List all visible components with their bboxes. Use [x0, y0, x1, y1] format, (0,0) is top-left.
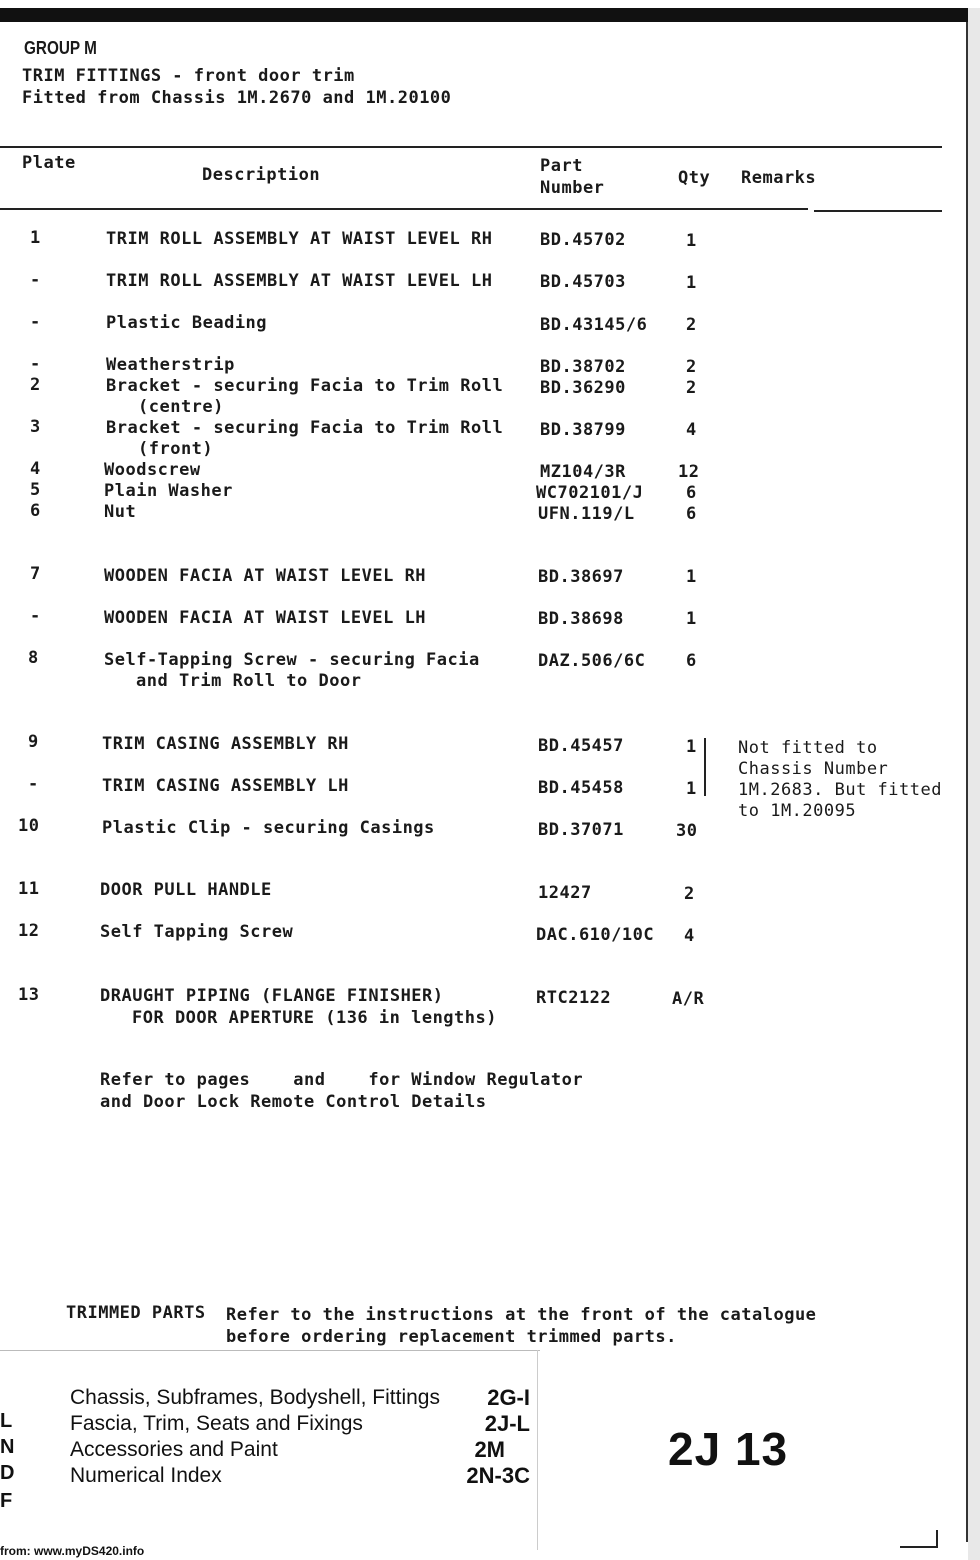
row-description-cont: and Trim Roll to Door [136, 671, 362, 691]
row-plate: - [30, 606, 41, 626]
header-rule-top [0, 146, 942, 148]
row-description: Bracket - securing Facia to Trim Roll [106, 376, 504, 396]
refer-note-line1: Refer to pages and for Window Regulator [100, 1070, 584, 1090]
row-part-number: BD.45703 [540, 272, 626, 292]
row-qty: 2 [686, 315, 697, 335]
row-qty: 12 [678, 462, 700, 482]
page-code: 2J 13 [668, 1423, 789, 1475]
row-qty: A/R [672, 989, 705, 1009]
row-qty: 1 [686, 737, 697, 757]
row-description: TRIM CASING ASSEMBLY RH [102, 734, 349, 754]
refer-note-line2: and Door Lock Remote Control Details [100, 1092, 487, 1112]
row-part-number: BD.38702 [540, 357, 626, 377]
row-part-number: BD.45702 [540, 230, 626, 250]
row-part-number: BD.38799 [540, 420, 626, 440]
index-label: Chassis, Subframes, Bodyshell, Fittings [70, 1386, 440, 1409]
col-qty: Qty [678, 168, 711, 188]
index-code: 2M [474, 1437, 505, 1462]
row-qty: 1 [686, 779, 697, 799]
row-qty: 6 [686, 504, 697, 524]
row-qty: 2 [684, 884, 695, 904]
remarks-bracket [704, 738, 706, 796]
row-description-cont: (centre) [138, 397, 224, 417]
index-code: 2J-L [484, 1411, 530, 1436]
row-part-number: BD.45457 [538, 736, 624, 756]
row-part-number: BD.43145/6 [540, 315, 648, 335]
row-part-number: BD.37071 [538, 820, 624, 840]
row-description: Bracket - securing Facia to Trim Roll [106, 418, 504, 438]
remarks-note-line3: 1M.2683. But fitted [738, 780, 942, 800]
row-part-number: BD.45458 [538, 778, 624, 798]
trimmed-parts-line2: before ordering replacement trimmed parts. [226, 1327, 677, 1347]
row-description: TRIM CASING ASSEMBLY LH [102, 776, 349, 796]
top-scan-border [0, 8, 980, 22]
row-plate: 1 [30, 228, 41, 248]
row-plate: - [30, 354, 41, 374]
row-part-number: UFN.119/L [538, 504, 635, 524]
row-description: WOODEN FACIA AT WAIST LEVEL RH [104, 566, 427, 586]
row-description-cont: FOR DOOR APERTURE (136 in lengths) [132, 1008, 497, 1028]
row-part-number: BD.38698 [538, 609, 624, 629]
row-qty: 1 [686, 273, 697, 293]
header-rule-bottom-right [814, 210, 942, 212]
row-plate: 5 [30, 480, 41, 500]
index-label: Accessories and Paint [70, 1438, 278, 1461]
fitted-note: Fitted from Chassis 1M.2670 and 1M.20100 [22, 88, 452, 108]
row-plate: - [30, 312, 41, 332]
row-description: Plain Washer [104, 481, 233, 501]
row-description: Weatherstrip [106, 355, 235, 375]
row-plate: 8 [28, 648, 39, 668]
row-part-number: 12427 [538, 883, 592, 903]
header-rule-bottom [0, 208, 808, 210]
row-description: Self Tapping Screw [100, 922, 294, 942]
row-description: DRAUGHT PIPING (FLANGE FINISHER) [100, 986, 444, 1006]
row-plate: 7 [30, 564, 41, 584]
group-heading: GROUP M [24, 38, 97, 58]
right-scan-margin [968, 8, 980, 1560]
row-qty: 6 [686, 651, 697, 671]
row-plate: 12 [18, 921, 40, 941]
row-plate: 4 [30, 459, 41, 479]
row-part-number: MZ104/3R [540, 462, 626, 482]
row-plate: 3 [30, 417, 41, 437]
row-description-cont: (front) [138, 439, 214, 459]
row-description: Plastic Clip - securing Casings [102, 818, 435, 838]
source-url: from: www.myDS420.info [0, 1544, 145, 1558]
row-description: Woodscrew [104, 460, 201, 480]
row-qty: 2 [686, 357, 697, 377]
row-plate: 13 [18, 985, 40, 1005]
corner-mark-h [900, 1546, 938, 1548]
col-remarks: Remarks [741, 168, 817, 188]
remarks-note-line1: Not fitted to [738, 738, 878, 758]
section-title: TRIM FITTINGS - front door trim [22, 66, 355, 86]
row-plate: - [30, 270, 41, 290]
row-description: Plastic Beading [106, 313, 268, 333]
footer-column-divider [537, 1350, 538, 1550]
row-description: WOODEN FACIA AT WAIST LEVEL LH [104, 608, 427, 628]
row-part-number: RTC2122 [536, 988, 612, 1008]
trimmed-parts-line1: Refer to the instructions at the front of the catalogue [226, 1305, 817, 1325]
row-description: Nut [104, 502, 137, 522]
col-description: Description [202, 165, 321, 185]
col-part-line1: Part [540, 156, 583, 176]
row-part-number: DAC.610/10C [536, 925, 655, 945]
index-code: 2G-I [487, 1385, 530, 1410]
row-plate: - [28, 774, 39, 794]
row-qty: 4 [686, 420, 697, 440]
row-description: Self-Tapping Screw - securing Facia [104, 650, 480, 670]
row-qty: 2 [686, 378, 697, 398]
index-label: Fascia, Trim, Seats and Fixings [70, 1412, 363, 1435]
row-description: TRIM ROLL ASSEMBLY AT WAIST LEVEL LH [106, 271, 493, 291]
side-tab-letter: F [0, 1490, 13, 1512]
row-part-number: DAZ.506/6C [538, 651, 646, 671]
row-part-number: BD.38697 [538, 567, 624, 587]
row-qty: 6 [686, 483, 697, 503]
row-plate: 11 [18, 879, 40, 899]
row-qty: 4 [684, 926, 695, 946]
row-description: DOOR PULL HANDLE [100, 880, 272, 900]
index-code: 2N-3C [466, 1463, 530, 1488]
side-tab-letter: N [0, 1436, 15, 1458]
index-label: Numerical Index [70, 1464, 222, 1487]
row-description: TRIM ROLL ASSEMBLY AT WAIST LEVEL RH [106, 229, 493, 249]
side-tab-letter: L [0, 1410, 13, 1432]
remarks-note-line4: to 1M.20095 [738, 801, 857, 821]
row-qty: 1 [686, 231, 697, 251]
right-page-edge [966, 22, 968, 1542]
col-part-line2: Number [540, 178, 605, 198]
col-plate: Plate [22, 153, 76, 173]
row-part-number: WC702101/J [536, 483, 644, 503]
side-tab-letter: D [0, 1462, 15, 1484]
row-plate: 9 [28, 732, 39, 752]
row-qty: 30 [676, 821, 698, 841]
footer-divider [0, 1350, 540, 1351]
remarks-note-line2: Chassis Number [738, 759, 889, 779]
row-plate: 10 [18, 816, 40, 836]
row-qty: 1 [686, 567, 697, 587]
row-part-number: BD.36290 [540, 378, 626, 398]
trimmed-parts-label: TRIMMED PARTS [66, 1303, 206, 1323]
row-plate: 6 [30, 501, 41, 521]
row-qty: 1 [686, 609, 697, 629]
row-plate: 2 [30, 375, 41, 395]
